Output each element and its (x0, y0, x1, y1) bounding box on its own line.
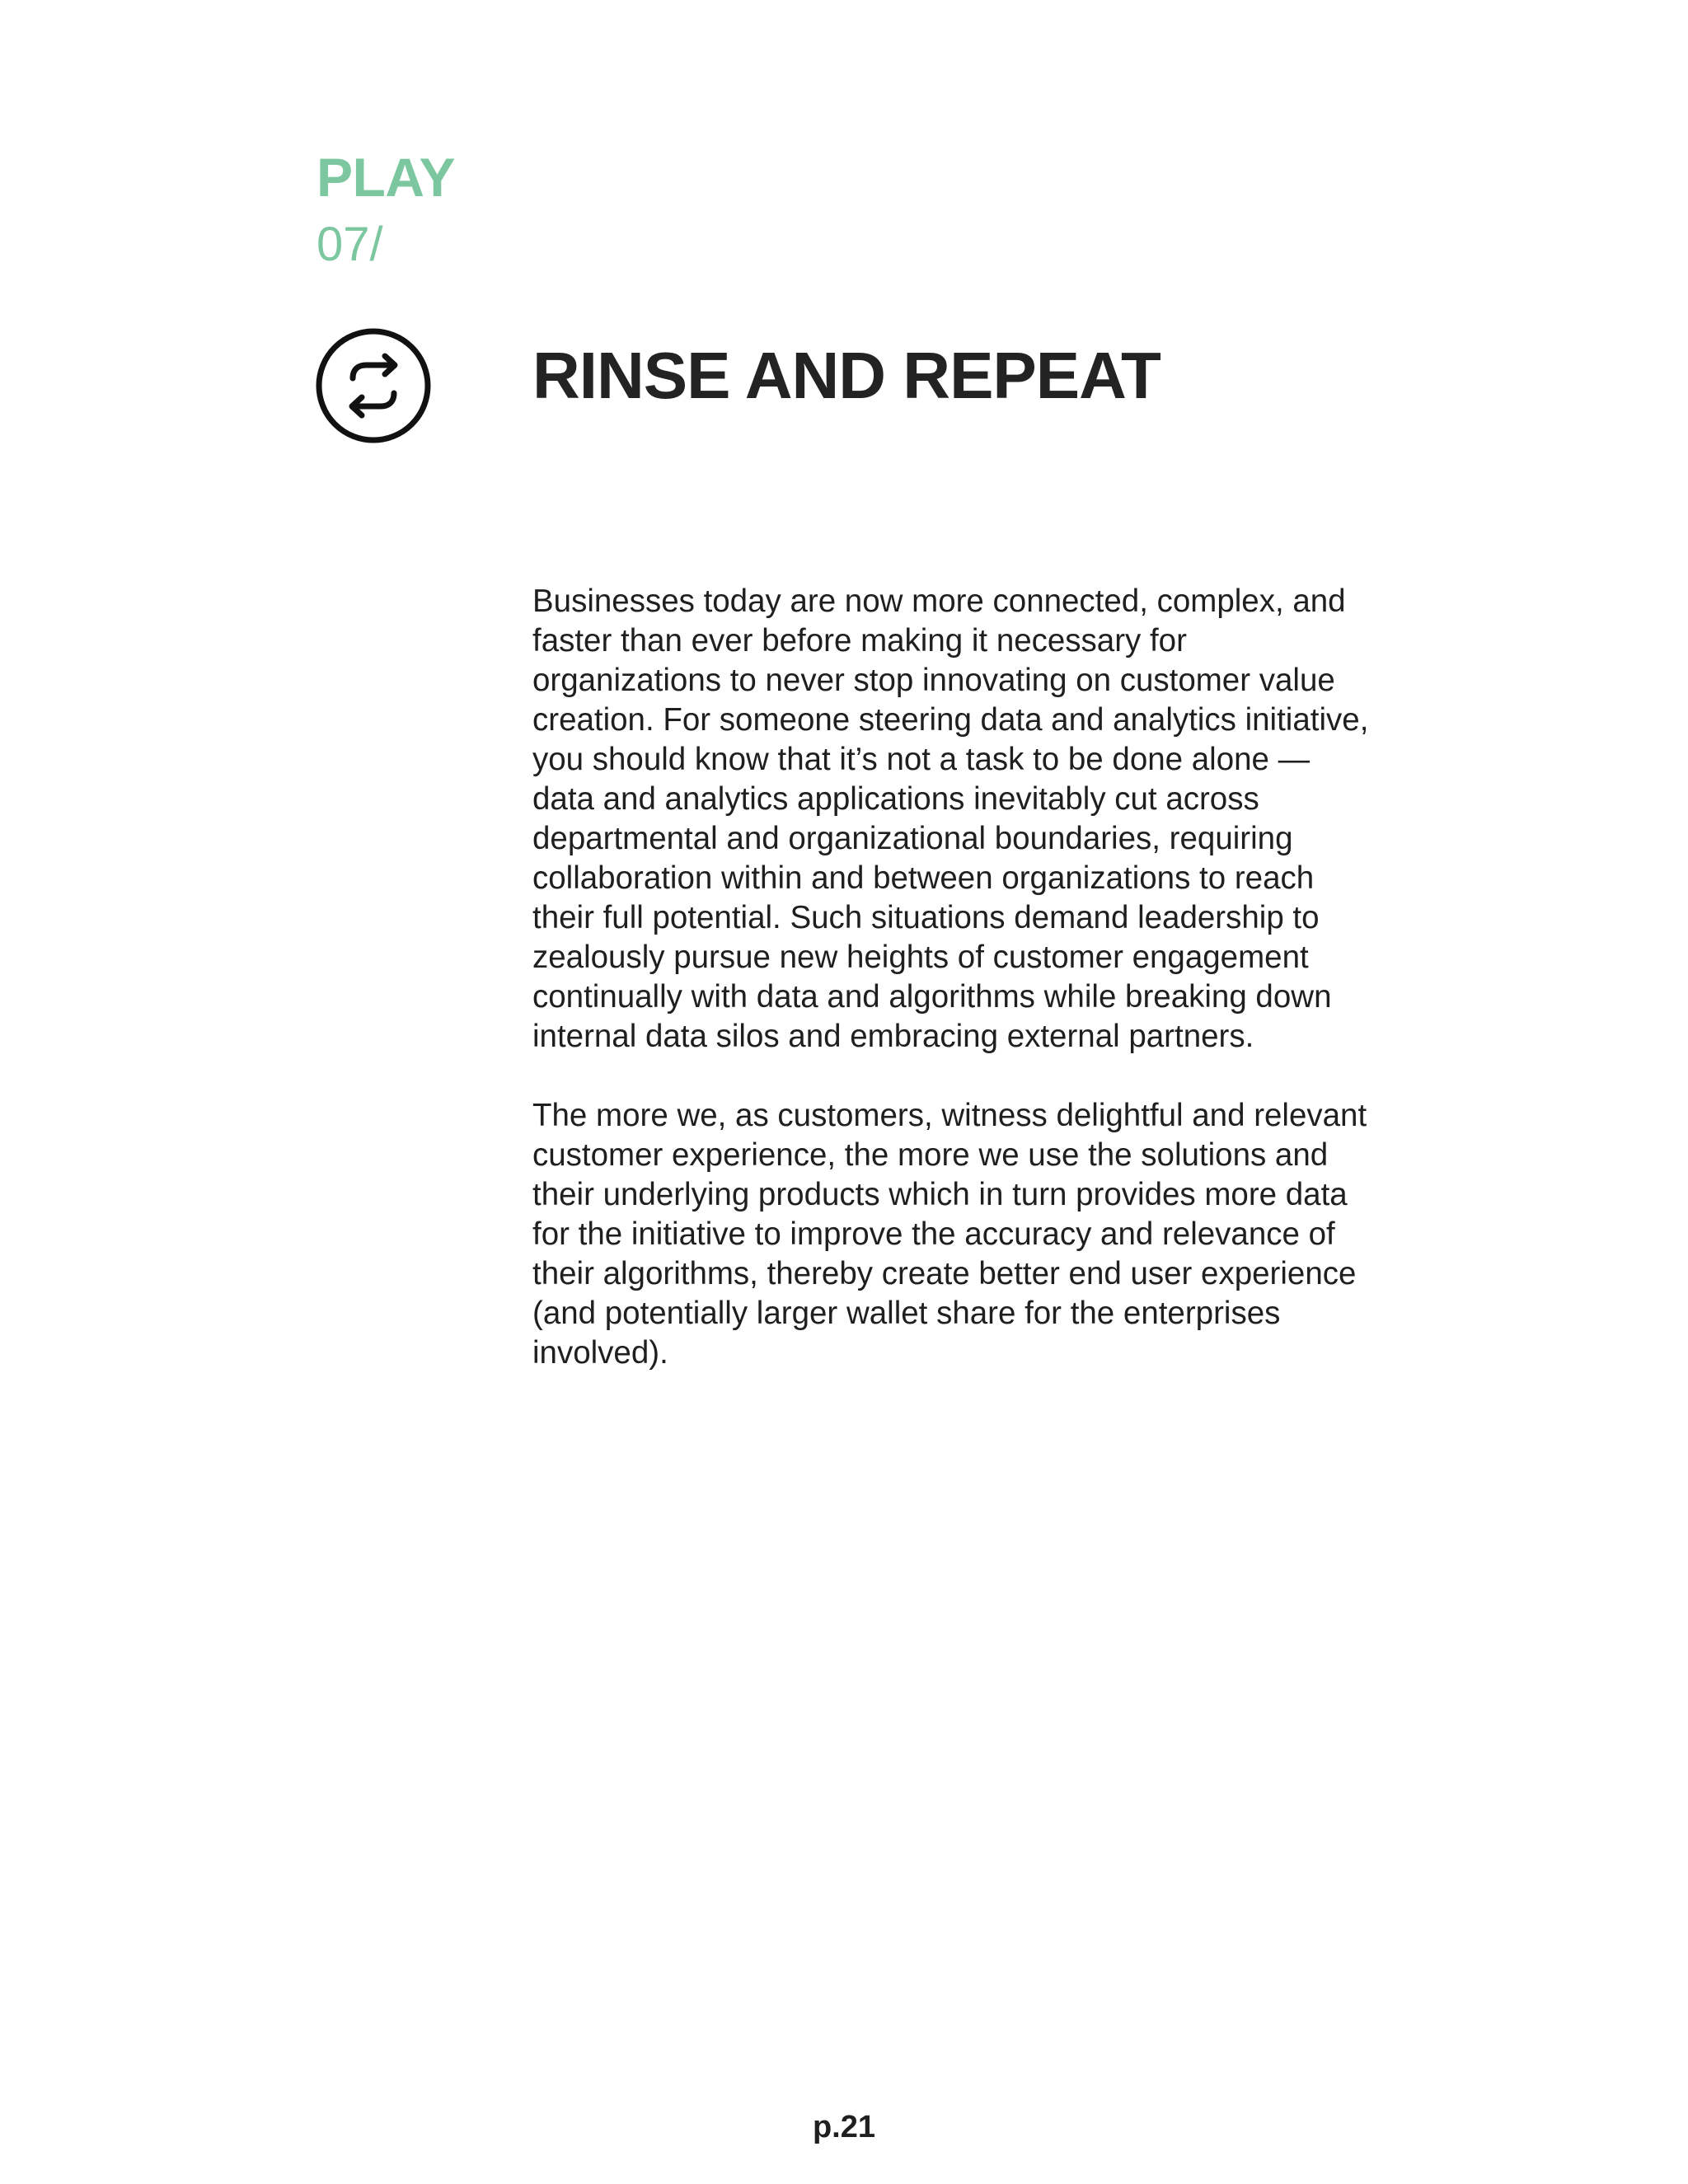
repeat-arrows-icon (315, 327, 432, 444)
page-number: p.21 (812, 2110, 876, 2144)
body-paragraph: Businesses today are now more connected, complex, and faster than ever before making it necessary for organizations to never stop innovating on customer value creation. For someone steering data and analytics initiative, you should know that it’s not a task to be done alone — data and analytics applications inevitably cut across departmental and organizational boundaries, requiring collaboration within and between organizations to reach their full potential. Such situations demand leadership to zealously pursue new heights of customer engagement continually with data and algorithms while breaking down internal data silos and embracing external partners. (532, 583, 1369, 1054)
page-title: RINSE AND REPEAT (532, 339, 1160, 412)
body-text (532, 582, 1373, 1413)
body-paragraph: The more we, as customers, witness delightful and relevant customer experience, the more we use the solutions and their underlying products which in turn provides more data for the initiative to improve the accuracy and relevance of their algorithms, thereby create better end user experience (and potentially larger wallet share for the enterprises involved). (532, 1098, 1367, 1371)
play-number: 07/ (316, 218, 383, 271)
play-label: PLAY (316, 147, 455, 208)
